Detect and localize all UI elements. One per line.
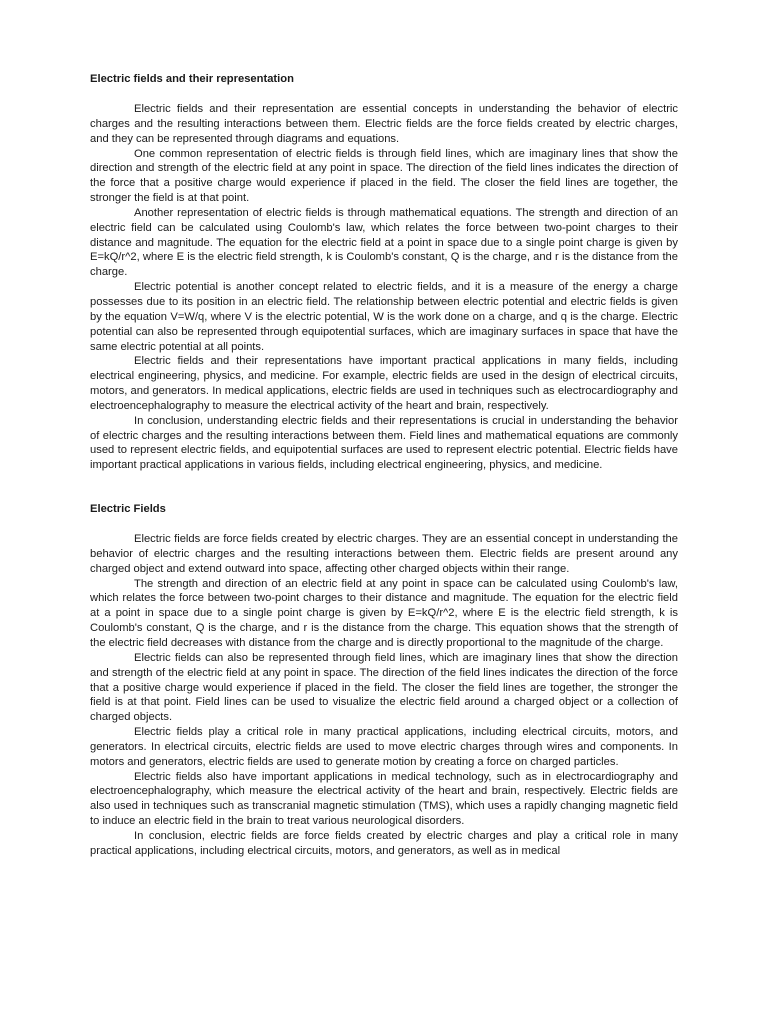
paragraph: One common representation of electric fields is through field lines, which are imaginary lines that show the direction and strength of the electric field at any point in space. The direction of the field lines indicates the direction of the force that a positive charge would experience if placed in the field. The closer the field lines are together, the stronger the field is at that point. [90,147,678,205]
paragraph: The strength and direction of an electric field at any point in space can be calculated using Coulomb's law, which relates the force between two-point charges to their distance and magnitude. The equation for the electric field at a point in space due to a single point charge is given by E=kQ/r^2, where E is the electric field strength, k is Coulomb's constant, Q is the charge, and r is the distance from the charge. This equation shows that the strength of the electric field decreases with distance from the charge and is directly proportional to the magnitude of the charge. [90,577,678,649]
section-title: Electric Fields [90,503,166,516]
section-title: Electric fields and their representation [90,73,294,85]
paragraph: Electric fields can also be represented through field lines, which are imaginary lines that show the direction and strength of the electric field at any point in space. The direction of the field lines indicates the direction of the force that a positive charge would experience if placed in the field. The closer the field lines are together, the stronger the field is at that point. Field lines can be used to visualize the electric field around a charged object or a collection of charged objects. [90,651,678,724]
document-page [90,72,678,859]
paragraph: Electric fields also have important applications in medical technology, such as in electrocardiography and electroencephalography, which measure the electrical activity of the heart and brain, respectively. Electric fields are also used in techniques such as transcranial magnetic stimulation (TMS), which uses a rapidly changing magnetic field to induce an electric field in the brain to treat various neurological disorders. [90,770,678,828]
section-electric-fields [90,502,678,859]
paragraph: Electric fields and their representation are essential concepts in understanding the behavior of electric charges and the resulting interactions between them. Electric fields are the force fields created by electric charges, and they can be represented through diagrams and equations. [90,103,678,145]
paragraph: Electric fields are force fields created by electric charges. They are an essential concept in understanding the behavior of electric charges and the resulting interactions between them. Electric fields are present around any charged object and extend outward into space, affecting other charged objects within their range. [90,533,678,575]
paragraph: Electric fields and their representations have important practical applications in many fields, including electrical engineering, physics, and medicine. For example, electric fields are used in the design of electrical circuits, motors, and generators. In medical applications, electric fields are used in techniques such as electrocardiography and electroencephalography to measure the electrical activity of the heart and brain, respectively. [90,355,678,412]
paragraph: Electric fields play a critical role in many practical applications, including electrical circuits, motors, and generators. In electrical circuits, electric fields are used to move electric charges through wires and components. In motors and generators, electric fields are used to generate motion by creating a force on charged particles. [90,726,678,768]
paragraph: Electric potential is another concept related to electric fields, and it is a measure of the energy a charge possesses due to its position in an electric field. The relationship between electric potential and electric fields is given by the equation V=W/q, where V is the electric potential, W is the work done on a charge, and q is the charge. Electric potential can also be represented through equipotential surfaces, which are imaginary surfaces in space that have the same electric potential at all points. [90,281,678,353]
section-representation [90,72,678,473]
paragraph: In conclusion, electric fields are force fields created by electric charges and play a critical role in many practical applications, including electrical circuits, motors, and generators, as well as in medical [90,829,678,857]
paragraph: Another representation of electric fields is through mathematical equations. The strength and direction of an electric field can be calculated using Coulomb's law, which relates the force between two-point charges to their distance and magnitude. The equation for the electric field at a point in space due to a single point charge is given by E=kQ/r^2, where E is the electric field strength, k is Coulomb's constant, Q is the charge, and r is the distance from the charge. [90,206,678,279]
paragraph: In conclusion, understanding electric fields and their representations is crucial in understanding the behavior of electric charges and the resulting interactions between them. Field lines and mathematical equations are commonly used to represent electric fields, and equipotential surfaces are used to represent electric potential. Electric fields have important practical applications in various fields, including electrical engineering, physics, and medicine. [90,414,678,472]
